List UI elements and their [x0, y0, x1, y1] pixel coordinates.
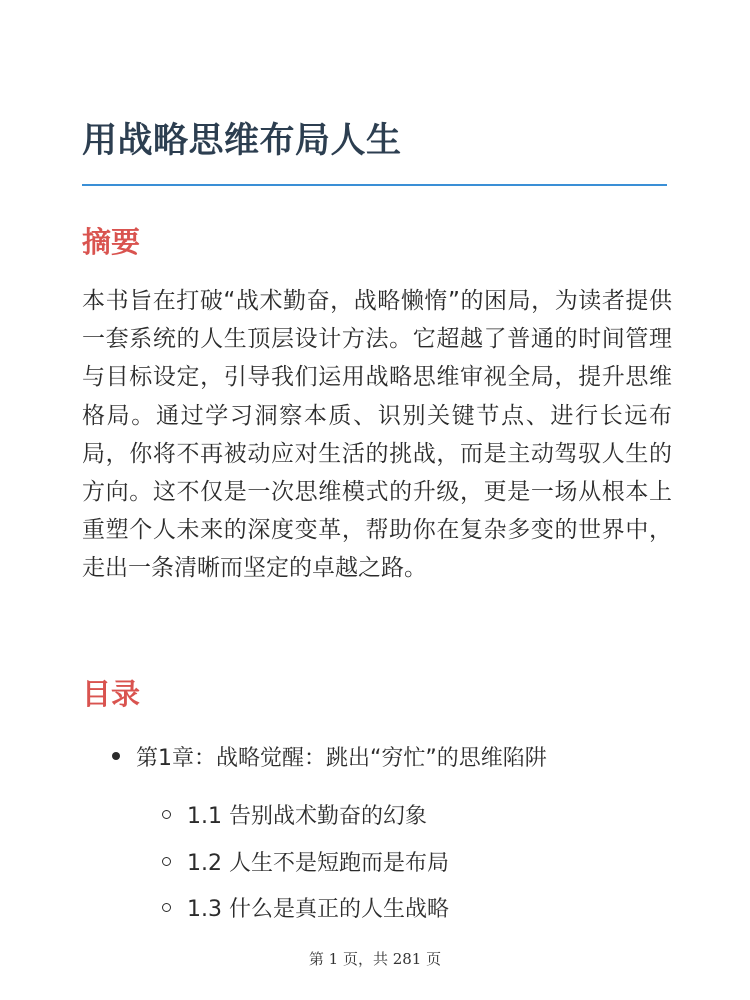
toc-section-label: 1.3 什么是真正的人生战略 — [187, 896, 449, 922]
bullet-disc-icon — [112, 752, 120, 760]
toc-section-1-1[interactable] — [162, 796, 427, 832]
toc-chapter-label: 第1章：战略觉醒：跳出“穷忙”的思维陷阱 — [136, 745, 547, 771]
toc-chapter-1[interactable] — [112, 732, 547, 780]
abstract-paragraph: 本书旨在打破“战术勤奋，战略懒惰”的困局，为读者提供一套系统的人生顶层设计方法。它超越了普通的时间管理与目标设定，引导我们运用战略思维审视全局，提升思维格局。通过学习洞察本质、识别关键节点、进行长远布局，你将不再被动应对生活的挑战，而是主动驾驭人生的方向。这不仅是一次思维模式的升级，更是一场从根本上重塑个人未来的深度变革，帮助你在复杂多变的世界中，走出一条清晰而坚定的卓越之路。 — [82, 288, 672, 582]
document-title: 用战略思维布局人生 — [82, 121, 402, 161]
abstract-heading: 摘要 — [82, 225, 141, 259]
toc-section-label: 1.2 人生不是短跑而是布局 — [187, 850, 449, 876]
toc-heading: 目录 — [82, 677, 141, 711]
toc-section-1-3[interactable] — [162, 889, 449, 925]
page-number-footer: 第 1 页，共 281 页 — [308, 950, 442, 968]
bullet-circle-icon — [162, 810, 171, 819]
bullet-circle-icon — [162, 903, 171, 912]
title-divider — [82, 184, 667, 186]
toc-section-1-2[interactable] — [162, 843, 449, 879]
bullet-circle-icon — [162, 857, 171, 866]
toc-section-label: 1.1 告别战术勤奋的幻象 — [187, 803, 427, 829]
